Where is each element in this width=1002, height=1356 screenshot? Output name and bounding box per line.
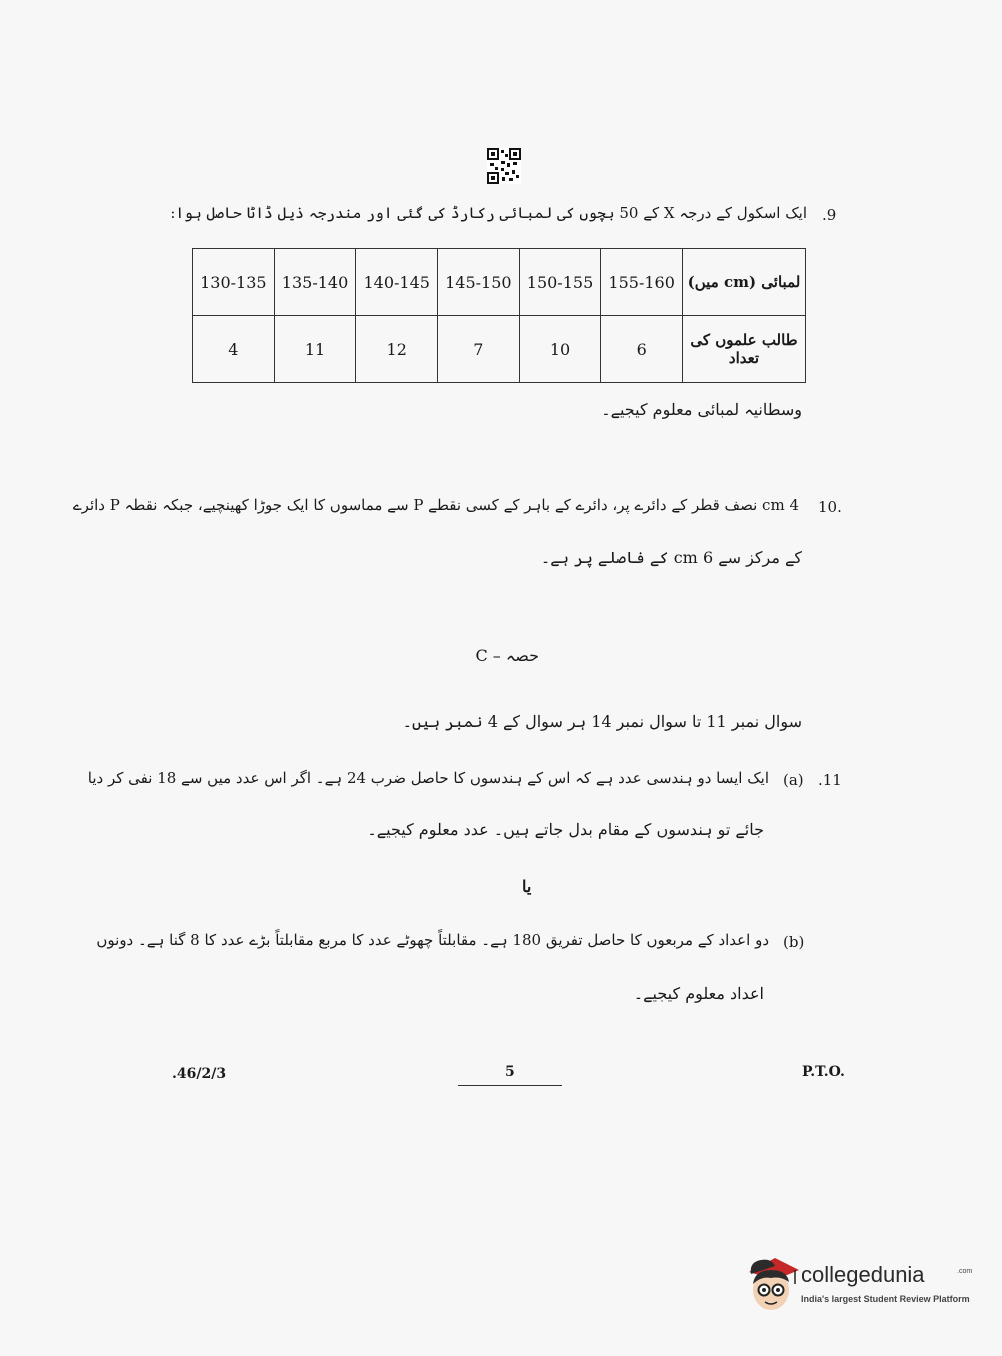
paper-code: .46/2/3: [172, 1066, 227, 1082]
table-header-label: لمبائی (cm میں): [683, 249, 806, 316]
height-frequency-table: [192, 248, 806, 383]
collegedunia-logo: [745, 1252, 973, 1314]
question-11-part-a-label: (a): [783, 771, 804, 789]
table-cell: 145-150: [438, 249, 520, 316]
question-9-number: .9: [822, 206, 837, 224]
table-cell: 155-160: [601, 249, 683, 316]
table-cell: 7: [438, 316, 520, 383]
question-10-number: 10.: [818, 498, 842, 516]
section-c-note: سوال نمبر 11 تا سوال نمبر 14 ہر سوال کے 4 نمبر ہیں۔: [402, 712, 802, 731]
pto-label: P.T.O.: [802, 1064, 845, 1080]
table-cell: 4: [193, 316, 275, 383]
qr-code-icon: [487, 148, 521, 184]
table-row: [193, 249, 806, 316]
mascot-icon: [745, 1252, 799, 1314]
section-c-title: حصہ – C: [475, 646, 539, 665]
logo-suffix: .com: [957, 1268, 973, 1275]
question-11-part-b-label: (b): [783, 933, 805, 951]
logo-tagline: India's largest Student Review Platform: [801, 1294, 970, 1304]
table-cell: 150-155: [519, 249, 601, 316]
question-10-line2: کے مرکز سے 6 cm کے فاصلے پر ہے۔: [540, 548, 802, 567]
table-cell: 6: [601, 316, 683, 383]
table-cell: 140-145: [356, 249, 438, 316]
question-11-part-a-line1: ایک ایسا دو ہندسی عدد ہے کہ اس کے ہندسوں کا حاصل ضرب 24 ہے۔ اگر اس عدد میں سے 18 نفی کر دیا: [87, 769, 769, 787]
question-9-text: ایک اسکول کے درجہ X کے 50 بچوں کی لمبائی رکارڈ کی گئی اور مندرجہ ذیل ڈاٹا حاصل ہوا:: [170, 204, 807, 222]
question-10-line1: 4 cm نصف قطر کے دائرے پر، دائرے کے باہر کے کسی نقطے P سے مماسوں کا ایک جوڑا کھینچیے، جبکہ نقطہ P دائرے: [72, 496, 799, 514]
table-cell: 12: [356, 316, 438, 383]
page-number-underline: [458, 1085, 562, 1086]
question-9-instruction: وسطانیہ لمبائی معلوم کیجیے۔: [601, 400, 802, 419]
question-11-part-b-line2: اعداد معلوم کیجیے۔: [633, 984, 764, 1003]
page-number: 5: [505, 1064, 515, 1080]
question-11-part-a-line2: جائے تو ہندسوں کے مقام بدل جاتے ہیں۔ عدد معلوم کیجیے۔: [367, 820, 764, 839]
question-11-part-b-line1: دو اعداد کے مربعوں کا حاصل تفریق 180 ہے۔ مقابلتاً چھوٹے عدد کا مربع مقابلتاً بڑے عدد کا 8 گنا ہے۔ دونوں: [96, 931, 769, 949]
table-count-label: طالب علموں کی تعداد: [683, 316, 806, 383]
table-row: [193, 316, 806, 383]
table-cell: 11: [274, 316, 356, 383]
table-cell: 130-135: [193, 249, 275, 316]
logo-wordmark: collegedunia: [801, 1262, 925, 1287]
table-cell: 10: [519, 316, 601, 383]
or-separator: یا: [522, 877, 532, 896]
table-cell: 135-140: [274, 249, 356, 316]
question-11-number: .11: [818, 771, 842, 789]
